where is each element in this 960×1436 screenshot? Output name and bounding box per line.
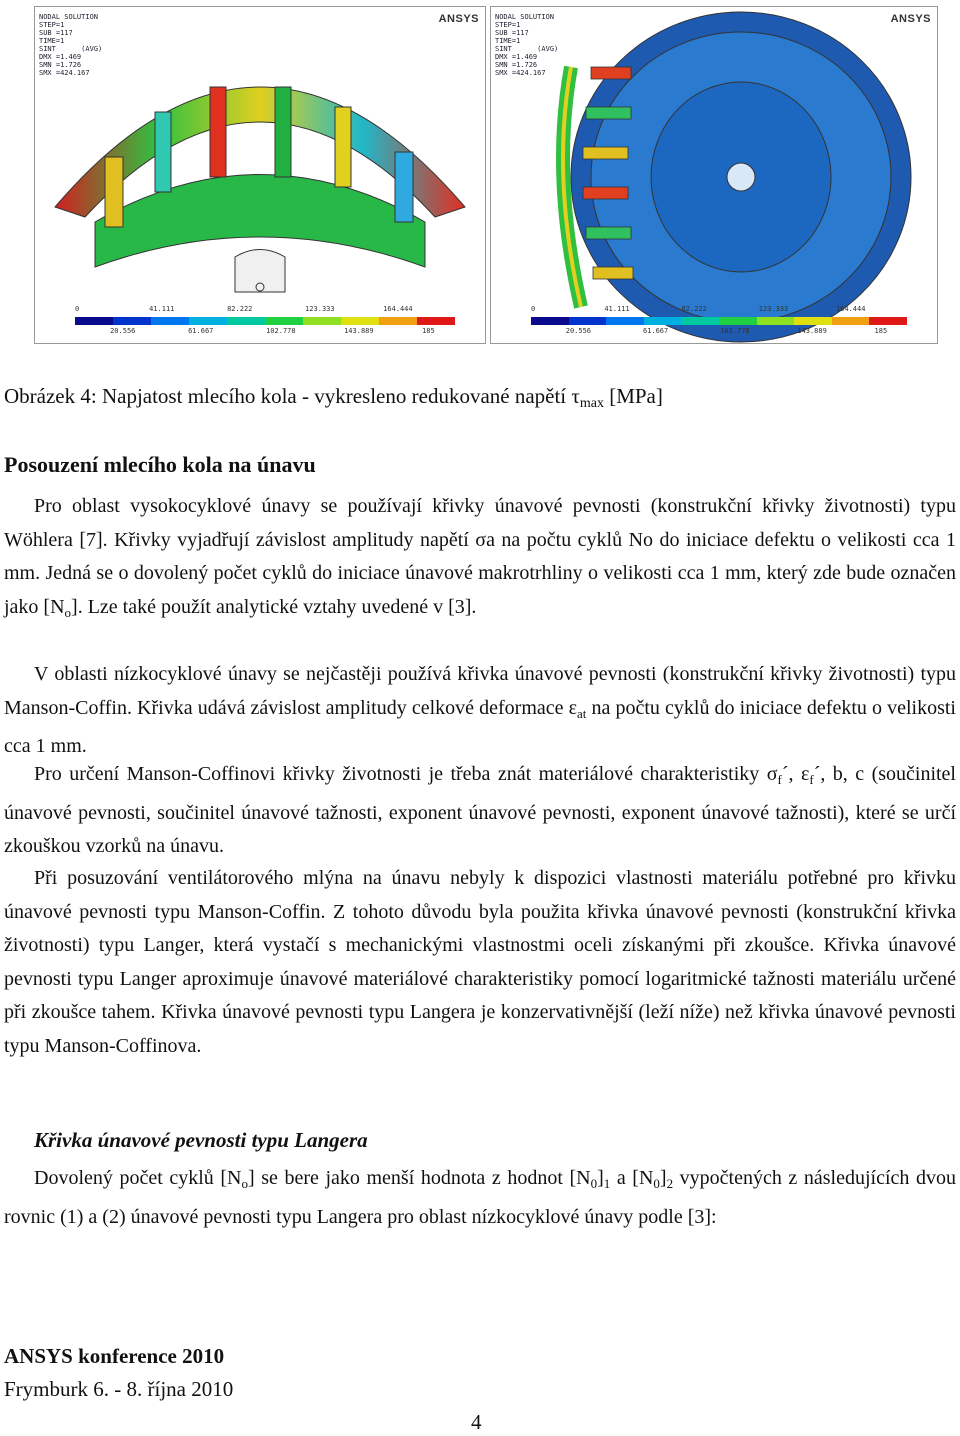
tick-label: 20.556 [110,327,136,335]
tick-label: 143.889 [797,327,827,335]
tick-label: 0 [75,305,80,313]
colorbar-swatch [794,317,832,325]
colorbar-swatch [606,317,644,325]
colorbar [531,317,907,325]
colorbar-swatch [869,317,907,325]
ansys-logo: ANSYS [890,13,931,25]
tick-label: 0 [531,305,536,313]
paragraph-4: Při posuzování ventilátorového mlýna na únavu nebyly k dispozici vlastnosti materiálu potřebné pro křivku únavové pevnosti typu Manson-Coffin. Z tohoto důvodu byla použita křivka únavové pevnosti (konstrukční křivka životnosti) typu Langer, která vystačí s mechanickými vlastnostmi oceli získanými při zkoušce. Křivka únavové pevnosti typu Langer aproximuje únavové materiálové charakteristiky pomocí logaritmické tažnosti materiálu určené při zkoušce tahem. Křivka únavové pevnosti typu Langera je konzervativnější (leží níže) než křivka únavové pevnosti typu Manson-Coffinova. [4,867,956,1057]
colorbar-swatch [75,317,113,325]
subsection-heading: Křivka únavové pevnosti typu Langera [34,1128,368,1152]
page-number: 4 [471,1410,482,1434]
colorbar-swatch [417,317,455,325]
colorbar-ticks-top [531,305,917,317]
ansys-logo: ANSYS [438,13,479,25]
legend-block-right: NODAL SOLUTION STEP=1 SUB =117 TIME=1 SINT (AVG) DMX =1.469 SMN =1.726 SMX =424.167 [495,13,559,77]
caption-text: Obrázek 4: Napjatost mlecího kola - vykresleno redukované napětí τ [4,384,580,408]
tick-label: 143.889 [344,327,374,335]
tick-label: 123.333 [305,305,335,313]
colorbar-swatch [531,317,569,325]
colorbar [75,317,455,325]
tick-label: 61.667 [188,327,214,335]
paragraph-3: Pro určení Manson-Coffinovi křivky životnosti je třeba znát materiálové charakteristiky $\sigma_f´$, $\varepsilon_f´$, b, c (součinitel únavové pevnosti, součinitel únavové tažnosti, exponent únavové pevnosti, exponent únavové tažnosti), které se určí zkouškou vzorků na únavu. [4,763,956,858]
figure-caption [4,384,663,412]
tick-label: 61.667 [642,327,669,335]
tick-label: 185 [874,327,888,335]
tick-label: 185 [422,327,435,335]
fea-figure-right [490,6,938,344]
fea-figure-left [34,6,486,344]
legend-block-left: NODAL SOLUTION STEP=1 SUB =117 TIME=1 SINT (AVG) DMX =1.469 SMN =1.726 SMX =424.167 [39,13,103,77]
colorbar-ticks-bottom [531,327,917,339]
tick-label: 123.333 [758,305,789,313]
tick-label: 41.111 [149,305,175,313]
colorbar-swatch [644,317,682,325]
colorbar-swatch [832,317,870,325]
colorbar-swatch [757,317,795,325]
tick-label: 20.556 [565,327,592,335]
colorbar-swatch [227,317,265,325]
colorbar-swatch [265,317,303,325]
tick-label: 82.222 [227,305,253,313]
colorbar-swatch [379,317,417,325]
tick-label: 41.111 [604,305,630,313]
tick-label: 82.222 [681,305,707,313]
colorbar-swatch [151,317,189,325]
tick-label: 102.778 [266,327,296,335]
colorbar-swatch [569,317,607,325]
tick-label: 102.778 [720,327,750,335]
colorbar-swatch [189,317,227,325]
colorbar-swatch [719,317,757,325]
section-heading: Posouzení mlecího kola na únavu [4,452,316,477]
footer-location: Frymburk 6. - 8. října 2010 [4,1377,234,1401]
colorbar-ticks-top [75,305,465,317]
colorbar-swatch [303,317,341,325]
colorbar-swatch [341,317,379,325]
paragraph-5: Dovolený počet cyklů $[N_o]$ se bere jako menší hodnota z hodnot $[N_0]_1$ a $[N_0]_2$ vypočtených z následujících dvou rovnic (1) a (2) únavové pevnosti typu Langera pro oblast nízkocyklové únavy podle [3]: [4,1167,956,1228]
colorbar-ticks-bottom [75,327,465,339]
caption-subscript: max [579,396,604,411]
colorbar-swatch [113,317,151,325]
paragraph-2: V oblasti nízkocyklové únavy se nejčastěji používá křivka únavové pevnosti (konstrukční křivky životnosti) typu Manson-Coffin. Křivka udává závislost amplitudy celkové deformace $\varepsilon_{at}$ na počtu cyklů do iniciace defektu o velikosti cca 1 mm. [4,663,956,758]
tick-label: 164.444 [835,305,866,313]
wheel-half-section-render [35,7,485,343]
paragraph-1: Pro oblast vysokocyklové únavy se používají křivky únavové pevnosti (konstrukční křivky životnosti) typu Wöhlera [7]. Křivky vyjadřují závislost amplitudy napětí σa na počtu cyklů No do iniciace defektu o velikosti cca 1 mm. Jedná se o dovolený počet cyklů do iniciace únavové makrotrhliny o velikosti cca 1 mm, který zde bude označen jako $[N_o]$. Lze také použít analytické vztahy uvedené v [3]. [4,495,956,620]
colorbar-swatch [681,317,719,325]
caption-suffix: [MPa] [603,384,663,408]
footer-conference: ANSYS konference 2010 [4,1344,225,1368]
tick-label: 164.444 [383,305,413,313]
